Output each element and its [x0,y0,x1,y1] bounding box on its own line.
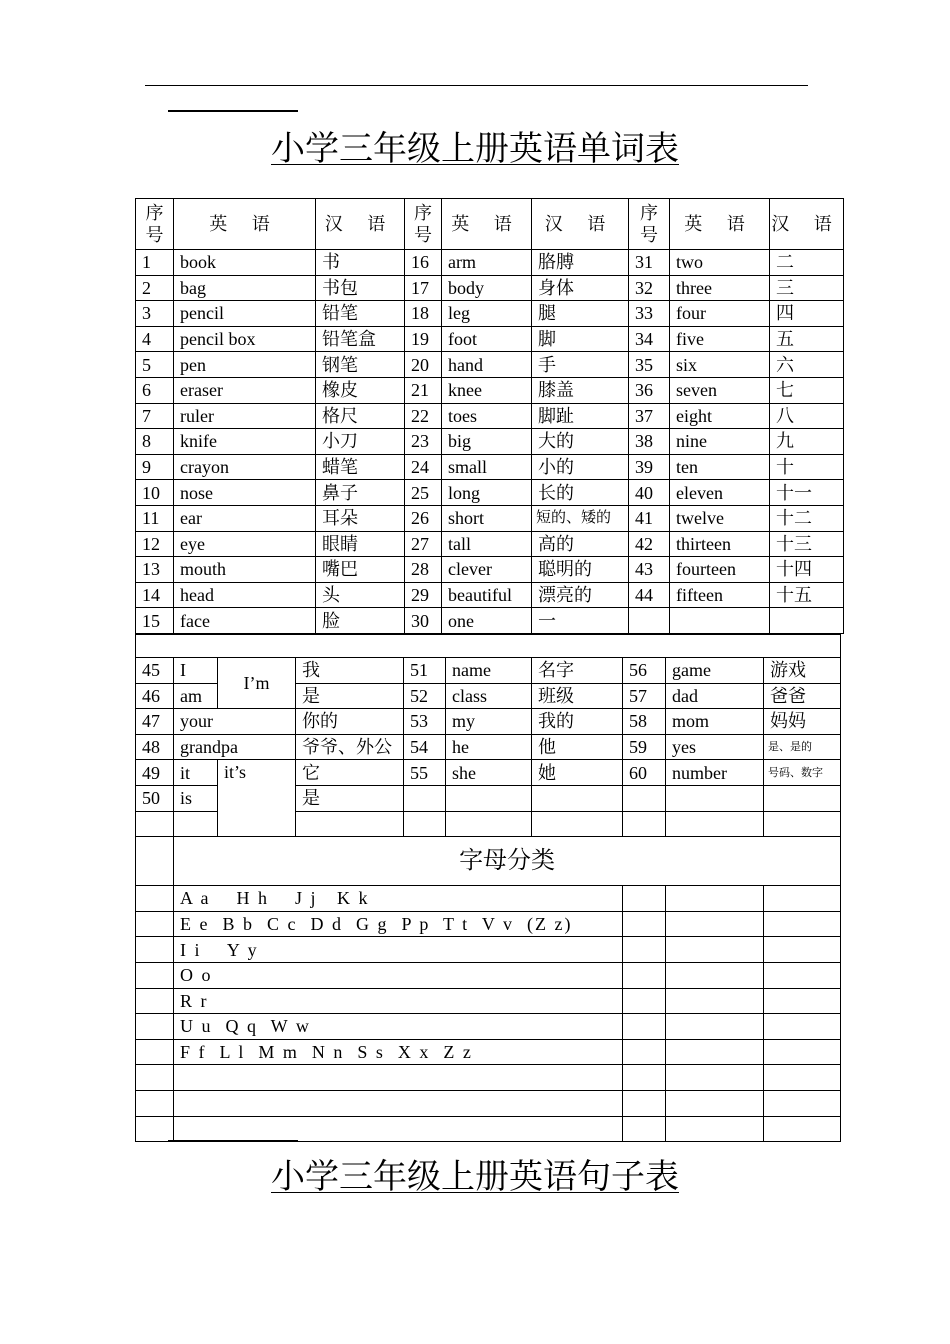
row-chinese: 高的 [532,531,629,557]
row-english: yes [666,734,764,760]
contraction-its: it’s [218,760,296,837]
row-english: short [442,505,532,531]
row-english: nine [670,429,770,455]
row-english: pencil [174,301,316,327]
letter-group: U u Q q W w [174,1014,623,1040]
section-row [136,837,841,886]
row-num: 37 [629,403,670,429]
row-english: long [442,480,532,506]
row-chinese: 三 [770,275,844,301]
row-english: name [446,658,532,684]
row-chinese: 四 [770,301,844,327]
header-chinese: 汉 语 [316,199,405,250]
row-num: 6 [136,377,174,403]
table-row [136,454,844,480]
row-num: 35 [629,352,670,378]
header-english: 英 语 [670,199,770,250]
row-english: two [670,250,770,276]
table-row [136,326,844,352]
row-chinese: 书 [316,250,405,276]
row-english: ear [174,505,316,531]
row-num: 20 [405,352,442,378]
title-rule [168,110,298,112]
page-title: 小学三年级上册英语单词表 [271,131,679,168]
row-chinese: 我的 [532,709,623,735]
row-num: 3 [136,301,174,327]
row-chinese: 嘴巴 [316,557,405,583]
header-english: 英 语 [442,199,532,250]
table-row [136,301,844,327]
row-english: knee [442,377,532,403]
row-english: ten [670,454,770,480]
row-english: my [446,709,532,735]
row-chinese: 小的 [532,454,629,480]
row-english: six [670,352,770,378]
vocab-table-2 [135,634,841,1142]
row-chinese: 名字 [532,658,623,684]
row-num: 40 [629,480,670,506]
row-chinese: 铅笔 [316,301,405,327]
row-english: it [174,760,218,786]
row-english: dad [666,683,764,709]
row-num: 46 [136,683,174,709]
row-chinese: 五 [770,326,844,352]
row-chinese: 书包 [316,275,405,301]
table-row [136,352,844,378]
row-num: 18 [405,301,442,327]
row-chinese: 十五 [770,582,844,608]
row-chinese: 游戏 [764,658,841,684]
letter-row [136,911,841,937]
row-num: 52 [404,683,446,709]
letter-row [136,962,841,988]
row-chinese: 十一 [770,480,844,506]
row-english: your [174,709,296,735]
row-chinese: 他 [532,734,623,760]
row-chinese: 十三 [770,531,844,557]
row-english: hand [442,352,532,378]
row-chinese: 眼睛 [316,531,405,557]
row-num: 13 [136,557,174,583]
row-num: 26 [405,505,442,531]
row-english: crayon [174,454,316,480]
row-english: is [174,785,218,811]
row-english: mouth [174,557,316,583]
bottom-title: 小学三年级上册英语句子表 [271,1159,679,1196]
letter-group: R r [174,988,623,1014]
row-chinese: 十 [770,454,844,480]
row-num: 16 [405,250,442,276]
row-english: pencil box [174,326,316,352]
row-num: 1 [136,250,174,276]
table-row [136,531,844,557]
row-num: 11 [136,505,174,531]
header-rule [145,85,808,86]
table-row [136,582,844,608]
row-chinese: 七 [770,377,844,403]
row-chinese: 号码、数字 [764,760,841,786]
row-num: 45 [136,658,174,684]
row-chinese [770,608,844,634]
row-num: 33 [629,301,670,327]
table-row [136,505,844,531]
letter-row [136,886,841,912]
row-num: 19 [405,326,442,352]
row-chinese: 九 [770,429,844,455]
row-num: 41 [629,505,670,531]
row-num [629,608,670,634]
row-english [670,608,770,634]
row-english: class [446,683,532,709]
row-english: eleven [670,480,770,506]
contraction-im: I’m [218,658,296,709]
row-english: am [174,683,218,709]
letter-group: A a H h J j K k [174,886,623,912]
row-chinese: 班级 [532,683,623,709]
row-english: book [174,250,316,276]
row-english: body [442,275,532,301]
row-english: nose [174,480,316,506]
row-num: 10 [136,480,174,506]
row-num: 47 [136,709,174,735]
row-num: 17 [405,275,442,301]
row-chinese: 她 [532,760,623,786]
row-english: bag [174,275,316,301]
row-chinese: 脚趾 [532,403,629,429]
row-num: 32 [629,275,670,301]
row-english: seven [670,377,770,403]
letter-group: E e B b C c D d G g P p T t V v (Z z) [174,911,623,937]
row-english: eight [670,403,770,429]
row-num: 44 [629,582,670,608]
row-chinese: 腿 [532,301,629,327]
row-chinese: 漂亮的 [532,582,629,608]
row-num: 14 [136,582,174,608]
row-chinese: 是 [296,683,404,709]
table-row [136,557,844,583]
empty-row [136,1065,841,1091]
row-english: pen [174,352,316,378]
row-num: 59 [623,734,666,760]
row-chinese: 小刀 [316,429,405,455]
row-english: head [174,582,316,608]
empty-row [136,1116,841,1142]
row-english: she [446,760,532,786]
row-num: 49 [136,760,174,786]
letter-row [136,988,841,1014]
row-english: three [670,275,770,301]
row-num: 31 [629,250,670,276]
row-num: 54 [404,734,446,760]
row-num: 24 [405,454,442,480]
row-chinese: 二 [770,250,844,276]
row-num: 57 [623,683,666,709]
row-chinese: 鼻子 [316,480,405,506]
row-num: 29 [405,582,442,608]
row-num: 53 [404,709,446,735]
row-num: 7 [136,403,174,429]
row-english: big [442,429,532,455]
empty-row [136,1090,841,1116]
table-row [136,250,844,276]
table-row [136,429,844,455]
row-chinese: 是、是的 [764,734,841,760]
row-english: clever [442,557,532,583]
row-english: twelve [670,505,770,531]
row-chinese: 你的 [296,709,404,735]
row-num: 39 [629,454,670,480]
row-english: eraser [174,377,316,403]
row-num: 43 [629,557,670,583]
row-chinese: 膝盖 [532,377,629,403]
row-chinese: 脚 [532,326,629,352]
header-num: 序号 [405,199,442,250]
row-english: tall [442,531,532,557]
row-chinese: 八 [770,403,844,429]
row-chinese: 短的、矮的 [532,505,629,531]
letter-row [136,937,841,963]
row-num: 60 [623,760,666,786]
row-chinese: 爸爸 [764,683,841,709]
row-english: arm [442,250,532,276]
section-title: 字母分类 [174,837,841,886]
row-english: foot [442,326,532,352]
row-chinese: 妈妈 [764,709,841,735]
letter-row [136,1039,841,1065]
row-english: face [174,608,316,634]
row-english: four [670,301,770,327]
row-chinese: 聪明的 [532,557,629,583]
row-chinese: 长的 [532,480,629,506]
row-english: five [670,326,770,352]
row-num: 34 [629,326,670,352]
row-chinese: 十四 [770,557,844,583]
table-row [136,480,844,506]
row-chinese: 它 [296,760,404,786]
row-num: 21 [405,377,442,403]
vocab-header-row [136,199,844,250]
row-chinese: 我 [296,658,404,684]
row-english: game [666,658,764,684]
row-english: mom [666,709,764,735]
table-row [136,760,841,786]
letter-group: F f L l M m N n S s X x Z z [174,1039,623,1065]
row-english: he [446,734,532,760]
row-english: number [666,760,764,786]
row-english: small [442,454,532,480]
title-rule [168,1140,298,1142]
row-num: 22 [405,403,442,429]
row-num: 50 [136,785,174,811]
row-chinese: 六 [770,352,844,378]
row-num: 25 [405,480,442,506]
row-english: leg [442,301,532,327]
row-num: 9 [136,454,174,480]
letter-row [136,1014,841,1040]
row-english: one [442,608,532,634]
row-chinese: 格尺 [316,403,405,429]
row-chinese: 脸 [316,608,405,634]
row-num: 38 [629,429,670,455]
row-num: 8 [136,429,174,455]
row-num: 27 [405,531,442,557]
row-chinese: 头 [316,582,405,608]
row-num: 12 [136,531,174,557]
row-english: thirteen [670,531,770,557]
table-row [136,608,844,634]
spacer-row [136,635,841,658]
table-row [136,377,844,403]
header-num: 序号 [629,199,670,250]
row-english: beautiful [442,582,532,608]
letter-group: O o [174,962,623,988]
row-chinese: 耳朵 [316,505,405,531]
table-row [136,658,841,684]
table-row [136,403,844,429]
header-num: 序号 [136,199,174,250]
row-chinese: 胳膊 [532,250,629,276]
row-english: fourteen [670,557,770,583]
table-row [136,734,841,760]
row-num: 55 [404,760,446,786]
row-chinese: 橡皮 [316,377,405,403]
header-chinese: 汉 语 [770,199,844,250]
row-num: 36 [629,377,670,403]
table-row [136,709,841,735]
row-num: 58 [623,709,666,735]
row-chinese: 身体 [532,275,629,301]
row-english: ruler [174,403,316,429]
row-num: 42 [629,531,670,557]
row-chinese: 手 [532,352,629,378]
row-english: eye [174,531,316,557]
row-num: 4 [136,326,174,352]
row-chinese: 一 [532,608,629,634]
vocab-table [135,198,844,634]
row-num: 51 [404,658,446,684]
header-english: 英 语 [174,199,316,250]
row-chinese: 钢笔 [316,352,405,378]
row-num: 2 [136,275,174,301]
row-chinese: 是 [296,785,404,811]
letter-group: I i Y y [174,937,623,963]
header-chinese: 汉 语 [532,199,629,250]
row-chinese: 爷爷、外公 [296,734,404,760]
row-num: 5 [136,352,174,378]
row-num: 56 [623,658,666,684]
row-chinese: 铅笔盒 [316,326,405,352]
row-english: fifteen [670,582,770,608]
row-num: 15 [136,608,174,634]
row-chinese: 蜡笔 [316,454,405,480]
table-row [136,275,844,301]
row-english: grandpa [174,734,296,760]
row-english: I [174,658,218,684]
row-num: 28 [405,557,442,583]
row-chinese: 十二 [770,505,844,531]
row-chinese: 大的 [532,429,629,455]
row-english: toes [442,403,532,429]
row-english: knife [174,429,316,455]
row-num: 23 [405,429,442,455]
row-num: 48 [136,734,174,760]
row-num: 30 [405,608,442,634]
